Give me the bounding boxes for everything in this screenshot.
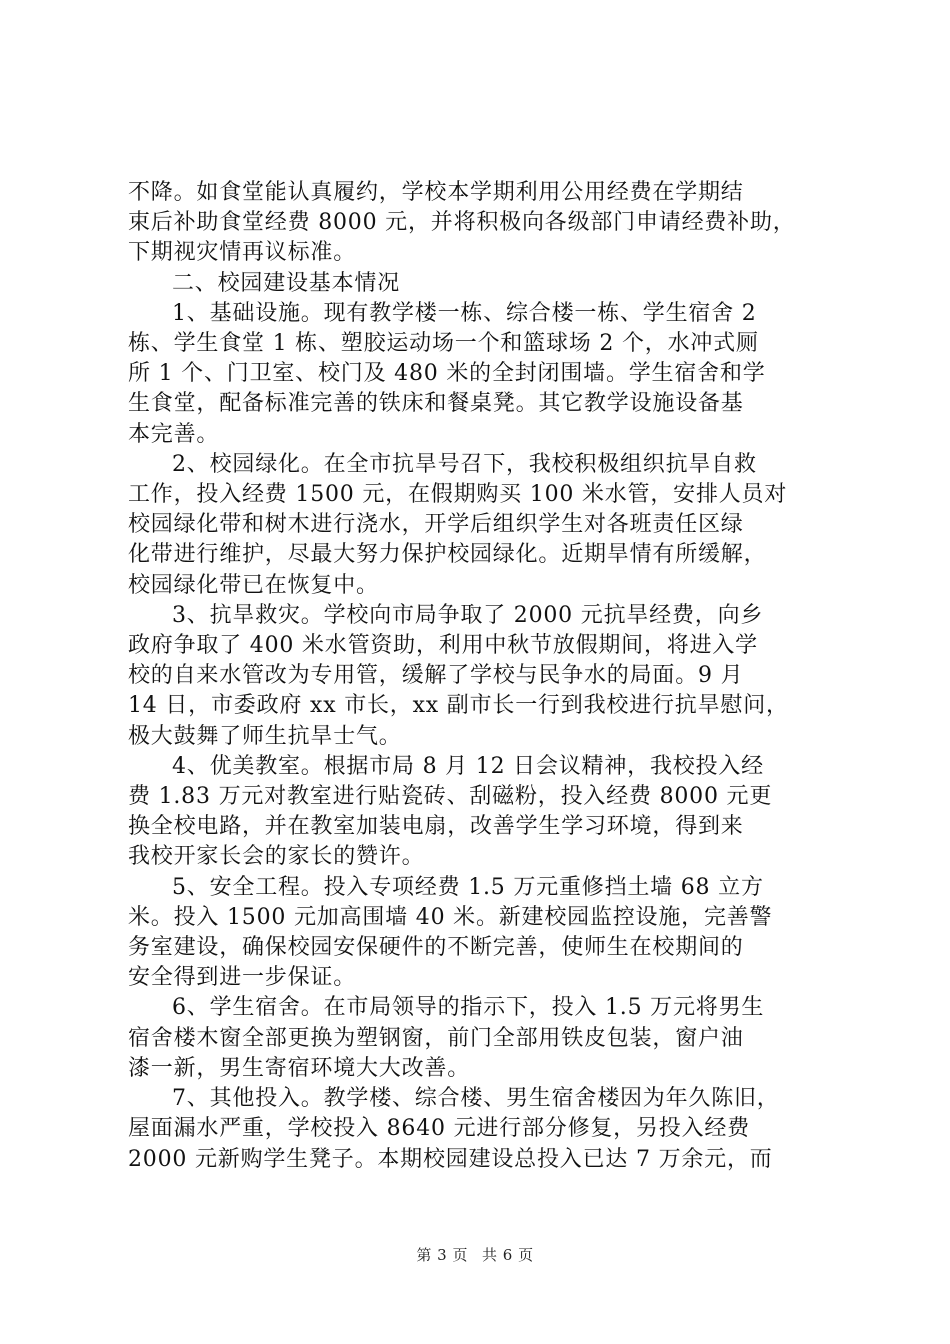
text-line: 3、抗旱救灾。学校向市局争取了 2000 元抗旱经费，向乡: [172, 602, 764, 628]
text-line: 校园绿化带已在恢复中。: [128, 572, 379, 598]
text-line: 14 日，市委政府 xx 市长，xx 副市长一行到我校进行抗旱慰问，: [128, 693, 789, 719]
page-number: 第 3 页: [416, 1246, 468, 1264]
text-line: 安全得到进一步保证。: [128, 965, 357, 991]
text-line: 工作，投入经费 1500 元，在假期购买 100 米水管，安排人员对: [128, 482, 788, 508]
document-body: [128, 178, 828, 1175]
text-line: 漆一新，男生寄宿环境大大改善。: [128, 1055, 471, 1081]
page-total: 共 6 页: [482, 1246, 534, 1264]
text-line: 束后补助食堂经费 8000 元，并将积极向各级部门申请经费补助，: [128, 210, 796, 236]
text-line: 二、校园建设基本情况: [172, 270, 401, 296]
text-line: 5、安全工程。投入专项经费 1.5 万元重修挡土墙 68 立方: [172, 874, 764, 900]
text-line: 7、其他投入。教学楼、综合楼、男生宿舍楼因为年久陈旧，: [172, 1086, 780, 1112]
text-line: 下期视灾情再议标准。: [128, 240, 357, 266]
text-line: 栋、学生食堂 1 栋、塑胶运动场一个和篮球场 2 个，水冲式厕: [128, 331, 759, 357]
text-line: 校的自来水管改为专用管，缓解了学校与民争水的局面。9 月: [128, 663, 744, 689]
text-line: 政府争取了 400 米水管资助，利用中秋节放假期间，将进入学: [128, 633, 758, 659]
text-line: 屋面漏水严重，学校投入 8640 元进行部分修复，另投入经费: [128, 1116, 750, 1142]
text-line: 1、基础设施。现有教学楼一栋、综合楼一栋、学生宿舍 2: [172, 300, 757, 326]
text-line: 化带进行维护，尽最大努力保护校园绿化。近期旱情有所缓解，: [128, 542, 767, 568]
text-line: 务室建设，确保校园安保硬件的不断完善，使师生在校期间的: [128, 935, 744, 961]
text-line: 米。投入 1500 元加高围墙 40 米。新建校园监控设施，完善警: [128, 904, 773, 930]
text-line: 极大鼓舞了师生抗旱士气。: [128, 723, 402, 749]
text-line: 费 1.83 万元对教室进行贴瓷砖、刮磁粉，投入经费 8000 元更: [128, 784, 773, 810]
text-line: 不降。如食堂能认真履约，学校本学期利用公用经费在学期结: [128, 180, 744, 205]
page-footer: [0, 1244, 950, 1265]
text-line: 我校开家长会的家长的赞许。: [128, 844, 425, 870]
text-line: 换全校电路，并在教室加装电扇，改善学生学习环境，得到来: [128, 814, 744, 840]
text-line: 宿舍楼木窗全部更换为塑钢窗，前门全部用铁皮包装，窗户油: [128, 1025, 744, 1051]
text-line: 校园绿化带和树木进行浇水，开学后组织学生对各班责任区绿: [128, 512, 744, 538]
text-line: 2000 元新购学生凳子。本期校园建设总投入已达 7 万余元，而: [128, 1146, 773, 1172]
text-line: 本完善。: [128, 421, 220, 447]
text-line: 生食堂，配备标准完善的铁床和餐桌凳。其它教学设施设备基: [128, 391, 744, 417]
text-line: 4、优美教室。根据市局 8 月 12 日会议精神，我校投入经: [172, 753, 764, 779]
text-line: 2、校园绿化。在全市抗旱号召下，我校积极组织抗旱自救: [172, 451, 757, 477]
text-line: 所 1 个、门卫室、校门及 480 米的全封闭围墙。学生宿舍和学: [128, 361, 766, 387]
text-line: 6、学生宿舍。在市局领导的指示下，投入 1.5 万元将男生: [172, 995, 765, 1021]
